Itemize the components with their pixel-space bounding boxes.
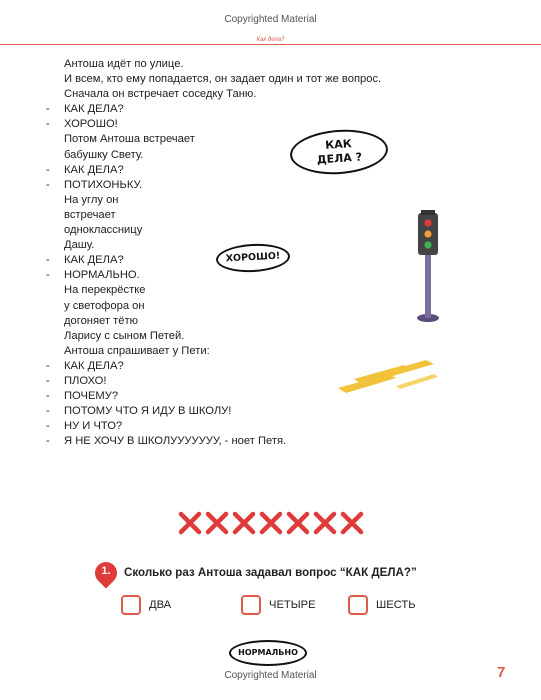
checkbox-icon[interactable] bbox=[121, 595, 141, 615]
story-line: Дашу. bbox=[64, 239, 95, 252]
answer-option-chetyre[interactable] bbox=[241, 595, 316, 615]
story-line: На перекрёстке bbox=[64, 284, 146, 297]
story-line: - ПОТИХОНЬКУ. bbox=[46, 178, 143, 191]
answer-label: ШЕСТЬ bbox=[376, 599, 416, 611]
story-line: у светофора он bbox=[64, 299, 145, 312]
story-line: - НУ И ЧТО? bbox=[46, 420, 123, 433]
page-number: 7 bbox=[497, 664, 506, 681]
running-head: Как дела? bbox=[256, 37, 285, 43]
checkbox-icon[interactable] bbox=[348, 595, 368, 615]
story-line: - ПОЧЕМУ? bbox=[46, 390, 119, 403]
answer-label: ДВА bbox=[149, 599, 172, 611]
story-line: На углу он bbox=[64, 193, 119, 206]
answer-option-shest[interactable] bbox=[348, 595, 416, 615]
crosswalk-icon bbox=[338, 360, 438, 396]
story-line: - КАК ДЕЛА? bbox=[46, 359, 124, 372]
story-line: - ХОРОШО! bbox=[46, 118, 118, 131]
speech-bubble-khorosho: ХОРОШО! bbox=[215, 242, 290, 274]
story-line: догоняет тётю bbox=[64, 314, 138, 327]
story-line: - ПОТОМУ ЧТО Я ИДУ В ШКОЛУ! bbox=[46, 405, 232, 418]
cross-icon bbox=[343, 514, 361, 532]
cross-icon bbox=[181, 514, 199, 532]
bubble-text: КАК bbox=[324, 137, 353, 152]
cross-icon bbox=[262, 514, 280, 532]
cross-icon bbox=[235, 514, 253, 532]
story-line: Ларису с сыном Петей. bbox=[64, 329, 185, 342]
question-text: Сколько раз Антоша задавал вопрос “КАК ДЕЛА?” bbox=[124, 566, 417, 579]
story-line: Потом Антоша встречает bbox=[64, 133, 195, 146]
traffic-light-icon bbox=[410, 210, 446, 325]
cross-row bbox=[178, 511, 368, 535]
story-line: - КАК ДЕЛА? bbox=[46, 103, 124, 116]
header-rule bbox=[0, 44, 541, 45]
story-line: И всем, кто ему попадается, он задает один и тот же вопрос. bbox=[64, 73, 382, 86]
story-line: встречает bbox=[64, 208, 116, 221]
question-number: 1. bbox=[101, 565, 111, 577]
story-line: Сначала он встречает соседку Таню. bbox=[64, 88, 257, 101]
story-line: бабушку Свету. bbox=[64, 148, 144, 161]
bubble-text: ДЕЛА ? bbox=[316, 150, 363, 167]
story-line: Антоша спрашивает у Пети: bbox=[64, 344, 210, 357]
story-line: - КАК ДЕЛА? bbox=[46, 163, 124, 176]
story-line: одноклассницу bbox=[64, 224, 143, 237]
copyright-banner-top: Copyrighted Material bbox=[224, 14, 317, 25]
story-line: - НОРМАЛЬНО. bbox=[46, 269, 140, 282]
story-line: Антоша идёт по улице. bbox=[64, 58, 184, 70]
story-line: - КАК ДЕЛА? bbox=[46, 254, 124, 267]
cross-icon bbox=[289, 514, 307, 532]
checkbox-icon[interactable] bbox=[241, 595, 261, 615]
cross-icon bbox=[316, 514, 334, 532]
speech-bubble-normalno: НОРМАЛЬНО bbox=[229, 640, 307, 666]
story-line: - Я НЕ ХОЧУ В ШКОЛУУУУУУУ, - ноет Петя. bbox=[46, 435, 287, 448]
cross-icon bbox=[208, 514, 226, 532]
answer-option-dva[interactable] bbox=[121, 595, 171, 615]
story-line: - ПЛОХО! bbox=[46, 374, 107, 387]
copyright-banner-bottom: Copyrighted Material bbox=[224, 670, 317, 681]
answer-label: ЧЕТЫРЕ bbox=[269, 599, 316, 611]
